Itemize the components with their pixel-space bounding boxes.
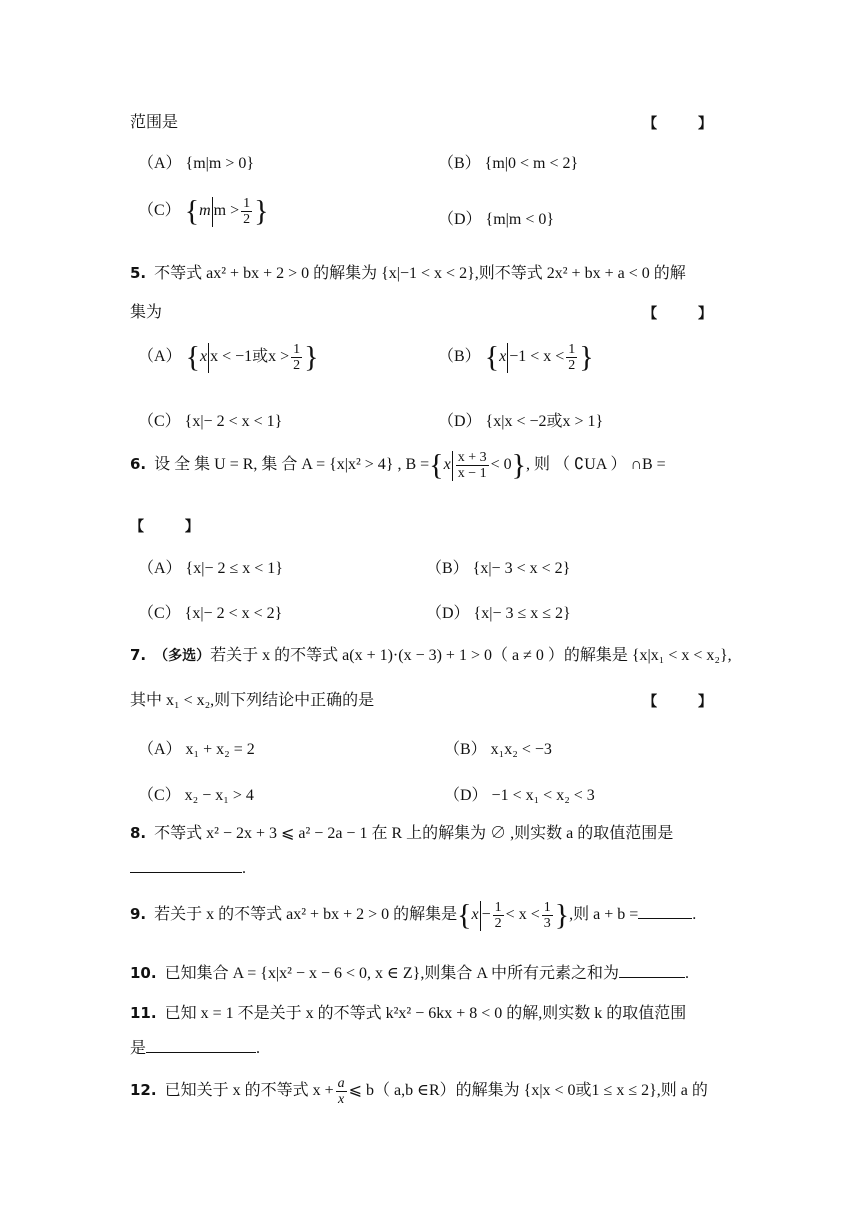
q6-option-b: （B） {x|− 3 < x < 2} [426,560,571,577]
q4-continuation: 范围是 [130,114,179,131]
q5-option-b: （B） {x −1 < x < $\frac{1}{2}$ } [438,340,594,374]
q5-line1: 5. 不等式 ax² + bx + 2 > 0 的解集为 {x|−1 < x < 2},则不等式 2x² + bx + a < 0 的解 [130,264,686,282]
q8-line2: . [130,858,730,880]
fraction: $\frac{1}{2}$ [243,196,251,227]
q9-line: 9. 若关于 x 的不等式 ax² + bx + 2 > 0 的解集是{x − $\frac{1}{2}$ < x < $\frac{1}{3}$ },则 a + b = . [130,898,697,932]
q8-line1: 8. 不等式 x² − 2x + 3 ⩽ a² − 2a − 1 在 R 上的解集为 ∅ ,则实数 a 的取值范围是 [130,824,674,842]
answer-bracket: 【 】 [643,306,730,322]
q4-option-b: （B） {m|0 < m < 2} [438,155,579,172]
q6-option-a: （A） {x|− 2 ≤ x < 1} [138,560,283,577]
answer-blank [146,1038,256,1053]
q11-line2: 是 . [130,1040,261,1057]
q10-line: 10. 已知集合 A = {x|x² − x − 6 < 0, x ∈ Z},则集合 A 中所有元素之和为 . [130,964,689,982]
answer-bracket: 【 】 [643,116,730,132]
q4-option-a: （A） {m|m > 0} [138,155,255,172]
fraction: $\frac{1}{2}$ [494,900,502,931]
answer-bracket: 【 】 [643,694,730,710]
q5-option-d: （D） {x|x < −2或x > 1} [438,413,604,430]
q6-option-d: （D） {x|− 3 ≤ x ≤ 2} [426,605,571,622]
fraction: $\frac{1}{3}$ [543,900,551,931]
q6-option-c: （C） {x|− 2 < x < 2} [138,605,283,622]
q7-option-a: （A） x₁ + x₂ = 2 [138,741,255,758]
q5-option-a: （A） {x x < −1或x > $\frac{1}{2}$ } [138,340,319,374]
q7-line2: 其中 x₁ < x₂,则下列结论中正确的是 [130,692,375,709]
fraction: $\frac{1}{2}$ [568,342,576,373]
q5-line2: 集为 [130,304,163,321]
q12-line: 12. 已知关于 x 的不等式 x + $\frac{a}{x}$ ⩽ b（ a,b ∈R）的解集为 {x|x < 0或1 ≤ x ≤ 2},则 a 的 [130,1076,708,1107]
answer-bracket: 【 】 [130,519,217,535]
answer-blank [619,963,685,978]
fraction: $\frac{a}{x}$ [337,1076,345,1107]
q4-option-c: （C） {m m > $\frac{1}{2}$ } [138,194,269,228]
q4-option-d: （D） {m|m < 0} [438,211,555,228]
q11-line1: 11. 已知 x = 1 不是关于 x 的不等式 k²x² − 6kx + 8 < 0 的解,则实数 k 的取值范围 [130,1004,687,1022]
answer-blank [130,858,242,873]
q7-line1: 7. （多选）若关于 x 的不等式 a(x + 1)·(x − 3) + 1 > 0（ a ≠ 0 ）的解集是 {x|x₁ < x < x₂}, [130,646,732,664]
q7-option-b: （B） x₁x₂ < −3 [444,741,552,758]
q5-option-c: （C） {x|− 2 < x < 1} [138,413,283,430]
q6-line1: 6. 设 全 集 U = R, 集 合 A = {x|x² > 4} , B ={x $\frac{x + 3}{x - 1}$ < 0}, 则 （ ∁UA ） ∩B = [130,448,666,482]
fraction: $\frac{1}{2}$ [293,342,301,373]
q7-option-d: （D） −1 < x₁ < x₂ < 3 [444,787,595,804]
fraction: $\frac{x + 3}{x - 1}$ [457,450,487,481]
q7-option-c: （C） x₂ − x₁ > 4 [138,787,254,804]
answer-blank [638,904,692,919]
